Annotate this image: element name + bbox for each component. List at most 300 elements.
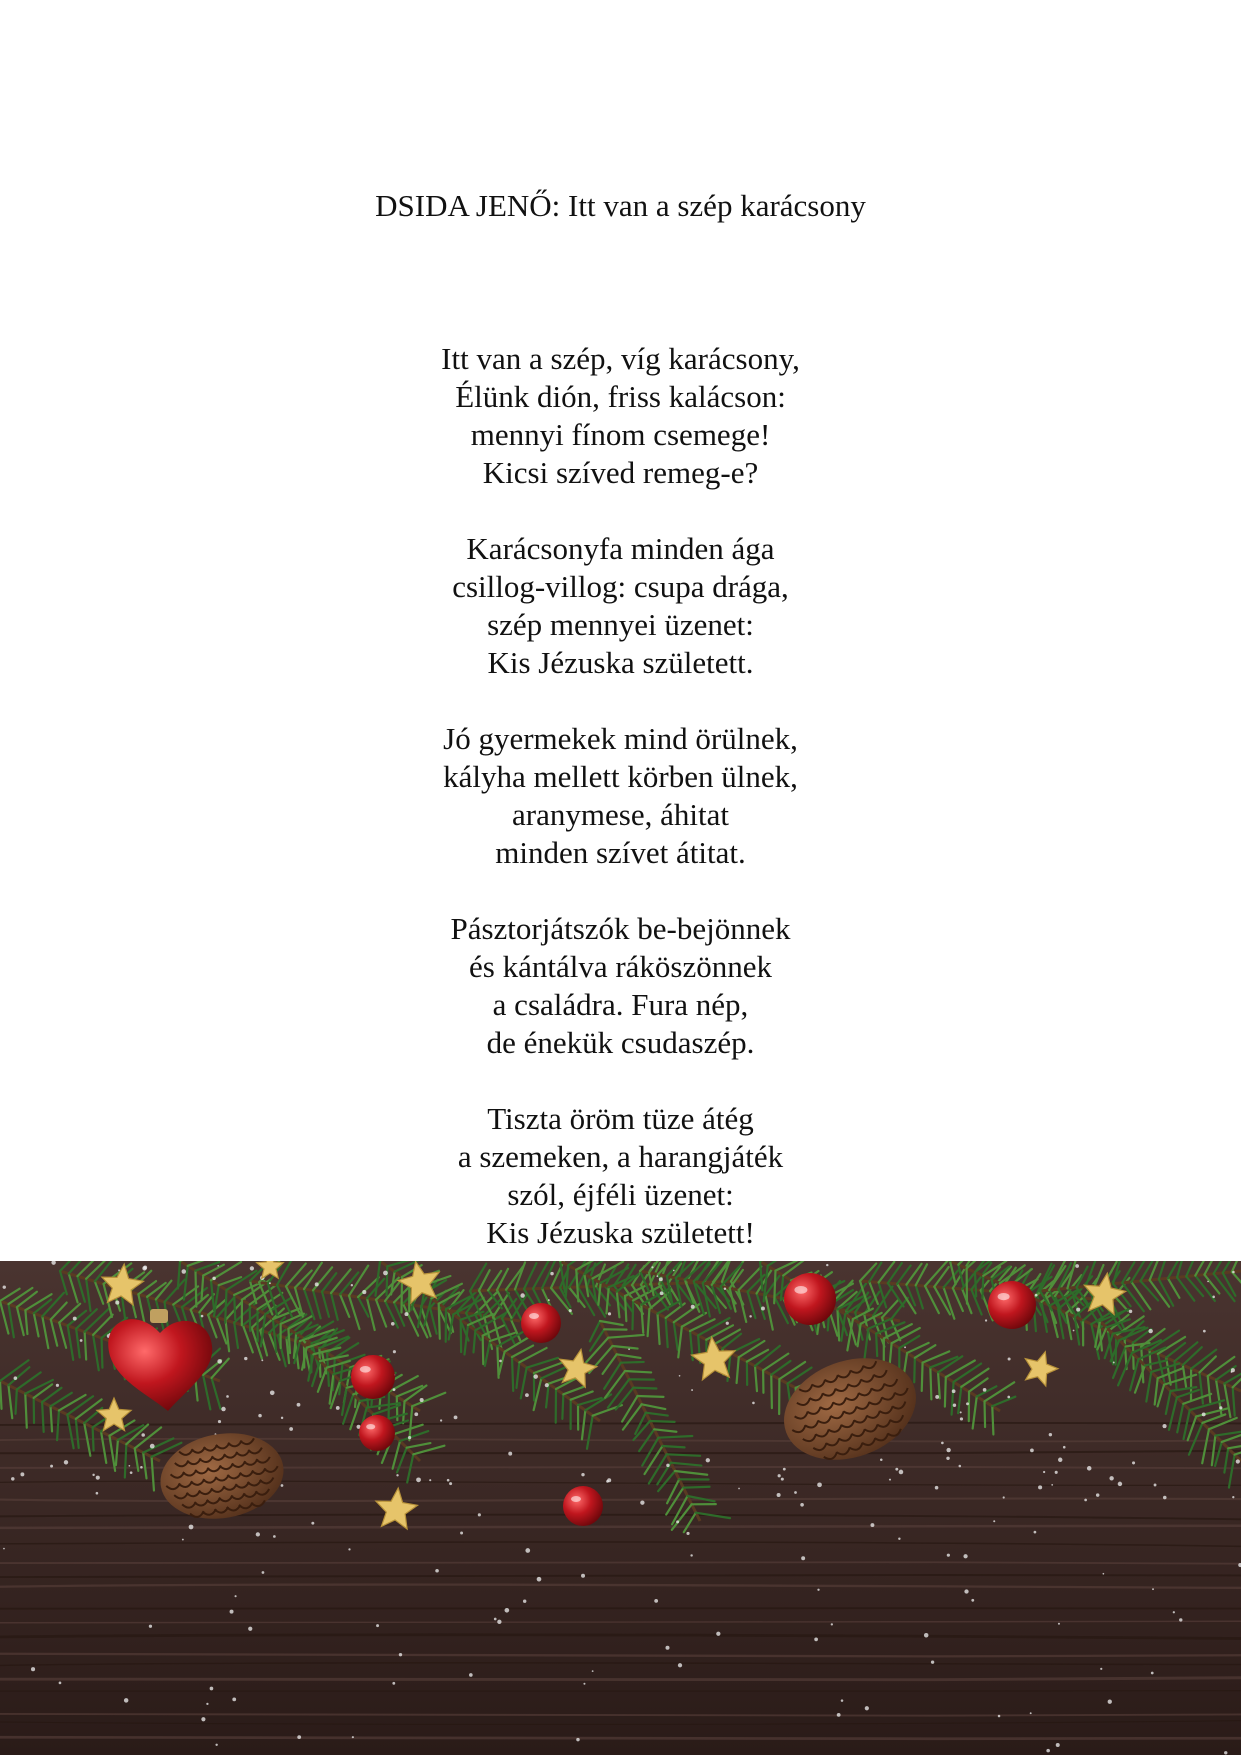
snow-speck — [1148, 1329, 1152, 1333]
snow-speck — [963, 1554, 967, 1558]
snow-speck — [676, 1520, 679, 1523]
snow-speck — [738, 1488, 740, 1490]
snow-speck — [217, 1359, 222, 1364]
snow-speck — [14, 1376, 18, 1380]
snow-speck — [777, 1493, 781, 1497]
fir-needle — [663, 1446, 685, 1447]
snow-speck — [130, 1471, 133, 1474]
snow-speck — [1003, 1496, 1005, 1498]
ornament-ball — [359, 1415, 395, 1451]
snow-speck — [971, 1599, 974, 1602]
snow-speck — [966, 1402, 969, 1405]
snow-speck — [726, 1322, 729, 1325]
snow-speck — [960, 1417, 963, 1420]
ornament-shine — [360, 1366, 371, 1373]
snow-speck — [985, 1319, 987, 1321]
fir-needle — [51, 1406, 53, 1431]
snow-speck — [115, 1301, 119, 1305]
snow-speck — [1202, 1412, 1206, 1416]
ornament-ball — [988, 1281, 1036, 1329]
snow-speck — [1212, 1296, 1215, 1299]
snow-speck — [404, 1312, 408, 1316]
fir-needle — [42, 1402, 44, 1432]
snow-speck — [244, 1357, 247, 1360]
snow-speck — [230, 1610, 234, 1614]
snow-speck — [953, 1403, 956, 1406]
snow-speck — [781, 1478, 784, 1481]
snow-speck — [899, 1470, 904, 1475]
stanza-4 — [0, 910, 1241, 1062]
fir-needle — [562, 1394, 563, 1419]
snow-speck — [947, 1554, 950, 1557]
snow-speck — [1219, 1406, 1222, 1409]
ornament-sphere — [521, 1303, 561, 1343]
snow-speck — [297, 1403, 301, 1407]
snow-speck — [150, 1444, 155, 1449]
snow-speck — [311, 1522, 314, 1525]
fir-needle — [633, 1388, 656, 1389]
snow-speck — [794, 1491, 797, 1494]
poem-line: szép mennyei üzenet: — [487, 607, 754, 642]
fir-needle — [387, 1266, 388, 1295]
fir-needle — [16, 1389, 17, 1413]
ornament-ball — [784, 1273, 836, 1325]
snow-speck — [201, 1315, 204, 1318]
snow-speck — [505, 1608, 510, 1613]
snow-speck — [281, 1484, 284, 1487]
snow-speck — [50, 1465, 53, 1468]
snow-speck — [1151, 1672, 1154, 1675]
snow-speck — [935, 1486, 939, 1490]
fir-needle — [234, 1295, 235, 1319]
snow-speck — [235, 1595, 237, 1597]
fir-needle — [650, 1421, 675, 1422]
stanza-1 — [0, 340, 1241, 492]
poem-line: Kicsi szíved remeg-e? — [482, 455, 759, 490]
stanza-2 — [0, 530, 1241, 682]
snow-speck — [1049, 1433, 1052, 1436]
snow-speck — [935, 1395, 939, 1399]
snow-speck — [447, 1479, 450, 1482]
snow-speck — [508, 1452, 512, 1456]
fir-needle — [638, 1396, 664, 1397]
snow-speck — [1035, 1294, 1038, 1297]
snow-speck — [1113, 1362, 1115, 1364]
snow-speck — [690, 1554, 692, 1556]
fir-needle — [483, 1336, 484, 1365]
snow-speck — [1075, 1264, 1079, 1268]
snow-speck — [716, 1632, 720, 1636]
snow-speck — [396, 1474, 398, 1476]
fir-needle — [621, 1362, 644, 1363]
snow-speck — [1109, 1476, 1113, 1480]
snow-speck — [959, 1465, 962, 1468]
snow-speck — [831, 1623, 833, 1625]
snow-speck — [31, 1667, 35, 1671]
snow-speck — [217, 1265, 219, 1267]
snow-speck — [569, 1309, 572, 1312]
snow-speck — [1232, 1496, 1234, 1498]
snow-speck — [1056, 1743, 1060, 1747]
snow-speck — [416, 1477, 421, 1482]
snow-speck — [706, 1458, 710, 1462]
snow-speck — [1008, 1358, 1011, 1361]
snow-speck — [691, 1305, 695, 1309]
ornament-shine — [571, 1496, 581, 1502]
poem-line: csillog-villog: csupa drága, — [452, 569, 789, 604]
snow-speck — [449, 1482, 452, 1485]
snow-speck — [210, 1687, 214, 1691]
snow-speck — [440, 1419, 442, 1421]
snow-speck — [273, 1535, 276, 1538]
poem-line: de énekük csudaszép. — [486, 1025, 755, 1060]
fir-needle — [632, 1300, 633, 1329]
snow-speck — [226, 1395, 229, 1398]
poem-line: Pásztorjátszók be-bejönnek — [450, 911, 791, 946]
snow-speck — [525, 1393, 529, 1397]
snow-speck — [393, 1350, 396, 1353]
snow-speck — [1152, 1588, 1154, 1590]
fir-needle — [774, 1271, 775, 1304]
snow-speck — [783, 1468, 786, 1471]
snow-speck — [1038, 1485, 1042, 1489]
snow-speck — [993, 1520, 995, 1522]
ornament-shine — [366, 1424, 375, 1429]
snow-speck — [429, 1479, 431, 1481]
snow-speck — [1087, 1466, 1092, 1471]
snow-speck — [80, 1339, 83, 1342]
ornament-sphere — [351, 1355, 395, 1399]
fir-needle — [982, 1276, 983, 1299]
snow-speck — [1055, 1471, 1058, 1474]
snow-speck — [1203, 1330, 1206, 1333]
snow-speck — [497, 1620, 501, 1624]
snow-speck — [1034, 1531, 1037, 1534]
snow-speck — [924, 1633, 929, 1638]
snow-speck — [691, 1389, 693, 1391]
snow-speck — [499, 1360, 502, 1363]
snow-speck — [678, 1663, 682, 1667]
snow-speck — [352, 1736, 354, 1738]
snow-speck — [140, 1466, 143, 1469]
snow-speck — [1073, 1330, 1075, 1332]
snow-speck — [946, 1448, 950, 1452]
snow-speck — [1232, 1271, 1235, 1274]
snow-speck — [898, 1538, 900, 1540]
snow-speck — [460, 1532, 463, 1535]
snow-speck — [654, 1599, 658, 1603]
heart-ornament-cap — [150, 1309, 168, 1323]
snow-speck — [656, 1275, 658, 1277]
fir-needle — [125, 1444, 126, 1477]
poem-line: Itt van a szép, víg karácsony, — [441, 341, 800, 376]
poem-line: Tiszta öröm tüze átég — [487, 1101, 754, 1136]
snow-speck — [212, 1277, 215, 1280]
snow-speck — [96, 1492, 99, 1495]
snow-speck — [383, 1271, 388, 1276]
snow-speck — [376, 1624, 379, 1627]
snow-speck — [724, 1287, 726, 1289]
stanza-3 — [0, 720, 1241, 872]
snow-speck — [752, 1402, 755, 1405]
snow-speck — [1058, 1623, 1060, 1625]
snow-speck — [348, 1548, 350, 1550]
snow-speck — [1030, 1712, 1032, 1714]
snow-speck — [1084, 1499, 1087, 1502]
snow-speck — [889, 1479, 891, 1481]
snow-speck — [686, 1532, 689, 1535]
snow-speck — [1132, 1461, 1135, 1464]
snow-speck — [1179, 1618, 1182, 1621]
snow-speck — [548, 1299, 550, 1301]
snow-speck — [1162, 1424, 1166, 1428]
snow-speck — [454, 1415, 458, 1419]
poem-line: a szemeken, a harangjáték — [457, 1139, 784, 1174]
snow-speck — [1076, 1308, 1080, 1312]
snow-speck — [206, 1703, 208, 1705]
fir-needle — [439, 1304, 440, 1339]
poem-line: Karácsonyfa minden ága — [466, 531, 775, 566]
poem-title: DSIDA JENŐ: Itt van a szép karácsony — [375, 188, 866, 223]
snow-speck — [576, 1738, 579, 1741]
snow-speck — [946, 1457, 949, 1460]
snow-speck — [628, 1348, 630, 1350]
fir-needle — [922, 1363, 923, 1391]
christmas-decoration-image — [0, 1261, 1241, 1755]
snow-speck — [1063, 1446, 1066, 1449]
snow-speck — [814, 1638, 818, 1642]
snow-speck — [1154, 1484, 1157, 1487]
fir-needle — [992, 1406, 993, 1434]
snow-speck — [261, 1359, 263, 1361]
fir-needle — [225, 1290, 226, 1323]
snow-speck — [837, 1713, 841, 1717]
snow-speck — [1046, 1749, 1050, 1753]
snow-speck — [258, 1414, 262, 1418]
fir-needle — [0, 1381, 2, 1409]
snow-speck — [659, 1277, 663, 1281]
snow-speck — [895, 1468, 898, 1471]
ornament-ball — [521, 1303, 561, 1343]
snow-speck — [1231, 1368, 1235, 1372]
snow-speck — [289, 1427, 293, 1431]
snow-speck — [96, 1476, 100, 1480]
wood-grain-line — [0, 1608, 1241, 1609]
snow-speck — [118, 1269, 120, 1271]
snow-speck — [281, 1417, 283, 1419]
snow-speck — [435, 1569, 439, 1573]
snow-speck — [182, 1539, 184, 1541]
snow-speck — [581, 1473, 584, 1476]
snow-speck — [1030, 1448, 1034, 1452]
wood-grain-line — [0, 1737, 1241, 1739]
poem-line: mennyi fínom csemege! — [470, 417, 771, 452]
snow-speck — [523, 1599, 526, 1602]
snow-speck — [1118, 1482, 1122, 1486]
ornament-sphere — [784, 1273, 836, 1325]
snow-speck — [221, 1407, 225, 1411]
snow-speck — [315, 1282, 319, 1286]
snow-speck — [420, 1398, 424, 1402]
poem-line: szól, éjféli üzenet: — [507, 1177, 734, 1212]
ornament-shine — [529, 1313, 539, 1319]
snow-speck — [1236, 1459, 1240, 1463]
ornament-sphere — [359, 1415, 395, 1451]
fir-needle — [667, 1454, 700, 1455]
poem-line: kályha mellett körben ülnek, — [443, 759, 798, 794]
snow-speck — [640, 1500, 644, 1504]
snow-speck — [124, 1698, 128, 1702]
fir-needle — [914, 1358, 915, 1383]
snow-speck — [149, 1625, 152, 1628]
snow-speck — [1043, 1471, 1045, 1473]
snow-speck — [983, 1388, 987, 1392]
snow-speck — [182, 1269, 186, 1273]
christmas-garland-illustration — [0, 1261, 1241, 1755]
snow-speck — [478, 1513, 481, 1516]
ornament-shine — [998, 1293, 1010, 1300]
fir-needle — [985, 1401, 986, 1427]
stanza-5 — [0, 1100, 1241, 1252]
snow-speck — [250, 1266, 254, 1270]
snow-speck — [189, 1525, 194, 1530]
snow-speck — [399, 1653, 402, 1656]
fir-needle — [945, 1377, 946, 1406]
snow-speck — [800, 1503, 804, 1507]
snow-speck — [142, 1266, 146, 1270]
snow-speck — [414, 1412, 418, 1416]
snow-speck — [297, 1735, 301, 1739]
snow-speck — [215, 1744, 217, 1746]
snow-speck — [952, 1389, 956, 1393]
snow-speck — [248, 1627, 252, 1631]
snow-speck — [270, 1390, 275, 1395]
fir-needle — [930, 1367, 931, 1399]
snow-speck — [1058, 1458, 1062, 1462]
snow-speck — [964, 1589, 968, 1593]
poem-line: minden szívet átitat. — [495, 835, 746, 870]
snow-speck — [269, 1282, 271, 1284]
snow-speck — [1096, 1493, 1099, 1496]
fir-needle — [625, 1371, 651, 1372]
snow-speck — [583, 1683, 585, 1685]
snow-speck — [904, 1346, 906, 1348]
snow-speck — [537, 1577, 542, 1582]
snow-speck — [606, 1480, 609, 1483]
fir-needle — [512, 1357, 513, 1391]
snow-speck — [494, 1618, 497, 1621]
fir-needle — [93, 1427, 94, 1450]
ornament-sphere — [988, 1281, 1036, 1329]
snow-speck — [391, 1322, 395, 1326]
snow-speck — [998, 1715, 1001, 1718]
fir-needle — [403, 1401, 404, 1423]
fir-needle — [683, 1487, 709, 1488]
snow-speck — [525, 1548, 530, 1553]
snow-speck — [871, 1523, 875, 1527]
ornament-ball — [351, 1355, 395, 1399]
fir-needle — [876, 1334, 877, 1356]
ornament-sphere — [563, 1486, 603, 1526]
snow-speck — [761, 1306, 765, 1310]
fir-needle — [625, 1296, 626, 1321]
fir-needle — [102, 1338, 103, 1368]
poem-line: Kis Jézuska született. — [487, 645, 754, 680]
snow-speck — [73, 1317, 77, 1321]
snow-speck — [128, 1465, 130, 1467]
snow-speck — [1051, 1484, 1053, 1486]
snow-speck — [1207, 1281, 1209, 1283]
fir-needle — [771, 1375, 772, 1408]
fir-needle — [85, 1332, 87, 1360]
snow-speck — [20, 1472, 24, 1476]
snow-speck — [64, 1460, 68, 1464]
snow-speck — [1103, 1573, 1105, 1575]
snow-speck — [778, 1474, 781, 1477]
snow-speck — [817, 1482, 822, 1487]
snow-speck — [801, 1556, 805, 1560]
snow-speck — [581, 1574, 585, 1578]
snow-speck — [841, 1699, 844, 1702]
snow-speck — [666, 1464, 669, 1467]
snow-speck — [941, 1442, 944, 1445]
snow-speck — [679, 1375, 681, 1377]
snow-speck — [141, 1433, 145, 1437]
snow-speck — [393, 1388, 396, 1391]
snow-speck — [336, 1406, 340, 1410]
snow-speck — [749, 1315, 751, 1317]
snow-speck — [232, 1697, 236, 1701]
snow-speck — [351, 1284, 353, 1286]
snow-speck — [880, 1458, 883, 1461]
ornament-ball — [563, 1486, 603, 1526]
snow-speck — [11, 1477, 14, 1480]
snow-speck — [660, 1291, 664, 1295]
snow-speck — [59, 1682, 62, 1685]
snow-speck — [545, 1383, 549, 1387]
snow-speck — [218, 1420, 221, 1423]
fir-needle — [975, 1272, 976, 1296]
poem-line: Élünk dión, friss kalácson: — [455, 379, 786, 414]
snow-speck — [1129, 1310, 1132, 1313]
snow-speck — [817, 1589, 819, 1591]
snow-speck — [673, 1270, 675, 1272]
snow-speck — [362, 1290, 366, 1294]
ornament-shine — [794, 1286, 807, 1294]
snow-speck — [592, 1670, 594, 1672]
snow-speck — [608, 1312, 611, 1315]
snow-speck — [1007, 1396, 1010, 1399]
snow-speck — [469, 1673, 473, 1677]
snow-speck — [550, 1272, 553, 1275]
poem-line: a családra. Fura nép, — [492, 987, 749, 1022]
snow-speck — [262, 1571, 265, 1574]
snow-speck — [201, 1717, 205, 1721]
snow-speck — [1224, 1751, 1227, 1754]
snow-speck — [56, 1384, 59, 1387]
snow-speck — [1173, 1611, 1175, 1613]
poem-body — [0, 340, 1241, 1290]
poem-line: Kis Jézuska született! — [486, 1215, 755, 1250]
snow-speck — [3, 1285, 6, 1288]
poem-line: aranymese, áhitat — [512, 797, 729, 832]
snow-speck — [651, 1266, 653, 1268]
snow-speck — [256, 1532, 260, 1536]
snow-speck — [665, 1646, 669, 1650]
snow-speck — [1108, 1700, 1112, 1704]
fir-needle — [195, 1271, 196, 1307]
snow-speck — [3, 1548, 5, 1550]
